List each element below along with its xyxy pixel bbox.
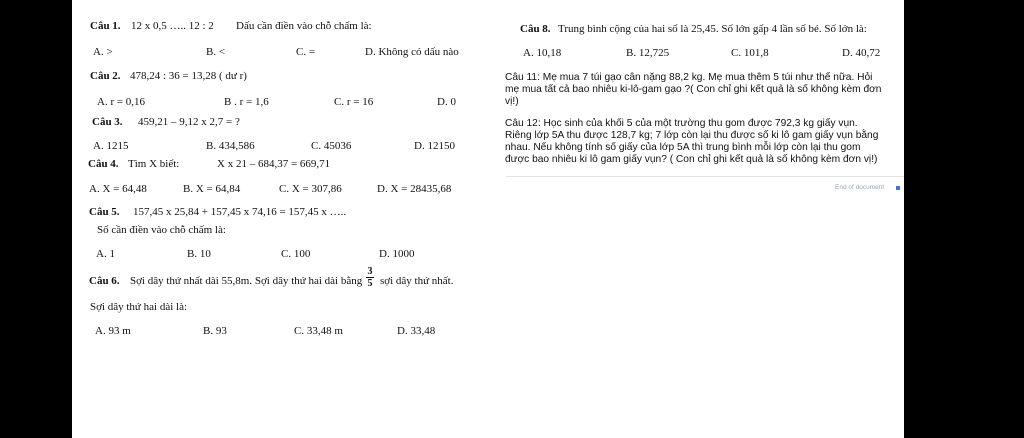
q6-label: Câu 6. — [89, 275, 120, 287]
q3-option-b: B. 434,586 — [206, 140, 255, 152]
q2-option-d: D. 0 — [437, 96, 456, 108]
q6-text-before: Sợi dây thứ nhất dài 55,8m. Sợi dây thứ hai dài bằng — [130, 275, 363, 287]
q5-option-a: A. 1 — [96, 248, 115, 260]
q6-option-c: C. 33,48 m — [294, 325, 343, 337]
q12-line-4: được bao nhiêu ki lô gam giấy vụn? ( Con chỉ ghi kết quả là số không kèm đơn vị!) — [505, 154, 878, 165]
q3-option-d: D. 12150 — [414, 140, 455, 152]
end-of-document-label: End of document — [835, 184, 885, 191]
q4-prompt: Tìm X biết: — [128, 158, 180, 170]
q1-option-d: D. Không có dấu nào — [365, 46, 459, 58]
q6-fraction — [366, 267, 374, 288]
q11-line-3: vị!) — [505, 96, 519, 107]
q6-text-after: sợi dây thứ nhất. — [380, 275, 454, 287]
q5-option-c: C. 100 — [281, 248, 311, 260]
q4-expression: X x 21 – 684,37 = 669,71 — [217, 158, 331, 170]
q1-option-c: C. = — [296, 46, 316, 58]
q8-option-d: D. 40,72 — [842, 47, 881, 59]
q6-prompt: Sợi dây thứ hai dài là: — [90, 301, 188, 313]
q5-option-d: D. 1000 — [379, 248, 415, 260]
q8-option-b: B. 12,725 — [626, 47, 670, 59]
q2-option-b: B . r = 1,6 — [224, 96, 269, 108]
q12-line-1: Câu 12: Học sinh của khối 5 của một trường thu gom được 792,3 kg giấy vụn. — [505, 118, 858, 129]
q1-expression: 12 x 0,5 ….. 12 : 2 — [131, 20, 214, 32]
q1-option-b: B. < — [206, 46, 226, 58]
q5-prompt: Số cần điền vào chỗ chấm là: — [97, 224, 226, 236]
q4-option-a: A. X = 64,48 — [89, 183, 147, 195]
q6-option-a: A. 93 m — [95, 325, 131, 337]
q12-line-3: nhau. Nếu không tính số giấy của lớp 5A thì trung bình mỗi lớp còn lại thu gom — [505, 142, 861, 153]
q8-option-c: C. 101,8 — [731, 47, 769, 59]
q11-line-2: mẹ mua tất cả bao nhiêu ki-lô-gam gạo ?( Con chỉ ghi kết quả là số không kèm đơn — [505, 84, 882, 95]
q11-line-1: Câu 11: Mẹ mua 7 túi gạo cân nặng 88,2 kg. Mẹ mua thêm 5 túi như thế nữa. Hỏi — [505, 72, 873, 83]
q8-label: Câu 8. — [520, 23, 551, 35]
q5-label: Câu 5. — [89, 206, 120, 218]
q3-option-a: A. 1215 — [93, 140, 129, 152]
q5-expression: 157,45 x 25,84 + 157,45 x 74,16 = 157,45 x ….. — [133, 206, 347, 218]
q2-label: Câu 2. — [90, 70, 121, 82]
q2-option-a: A. r = 0,16 — [97, 96, 146, 108]
q3-option-c: C. 45036 — [311, 140, 352, 152]
q1-prompt: Dấu cần điền vào chỗ chấm là: — [236, 20, 372, 32]
left-page — [72, 0, 490, 438]
q4-option-c: C. X = 307,86 — [279, 183, 342, 195]
q1-option-a: A. > — [93, 46, 113, 58]
q6-option-b: B. 93 — [203, 325, 227, 337]
divider — [506, 176, 904, 177]
right-page — [490, 0, 904, 438]
end-marker-icon — [896, 186, 900, 190]
q12-line-2: Riêng lớp 5A thu được 128,7 kg; 7 lớp còn lại thu được số ki lô gam giấy vụn bằng — [505, 130, 879, 141]
q1-label: Câu 1. — [90, 20, 121, 32]
q2-expression: 478,24 : 36 = 13,28 ( dư r) — [130, 70, 247, 82]
q4-option-b: B. X = 64,84 — [183, 183, 241, 195]
q8-option-a: A. 10,18 — [523, 47, 562, 59]
q3-expression: 459,21 – 9,12 x 2,7 = ? — [138, 116, 240, 128]
q2-option-c: C. r = 16 — [334, 96, 374, 108]
q6-fraction-denominator: 5 — [367, 278, 373, 289]
q6-fraction-numerator: 3 — [367, 266, 373, 277]
q4-label: Câu 4. — [88, 158, 119, 170]
q3-label: Câu 3. — [92, 116, 123, 128]
q8-text: Trung bình cộng của hai số là 25,45. Số lớn gấp 4 lần số bé. Số lớn là: — [558, 23, 867, 35]
q6-option-d: D. 33,48 — [397, 325, 436, 337]
q4-option-d: D. X = 28435,68 — [377, 183, 452, 195]
q5-option-b: B. 10 — [187, 248, 211, 260]
